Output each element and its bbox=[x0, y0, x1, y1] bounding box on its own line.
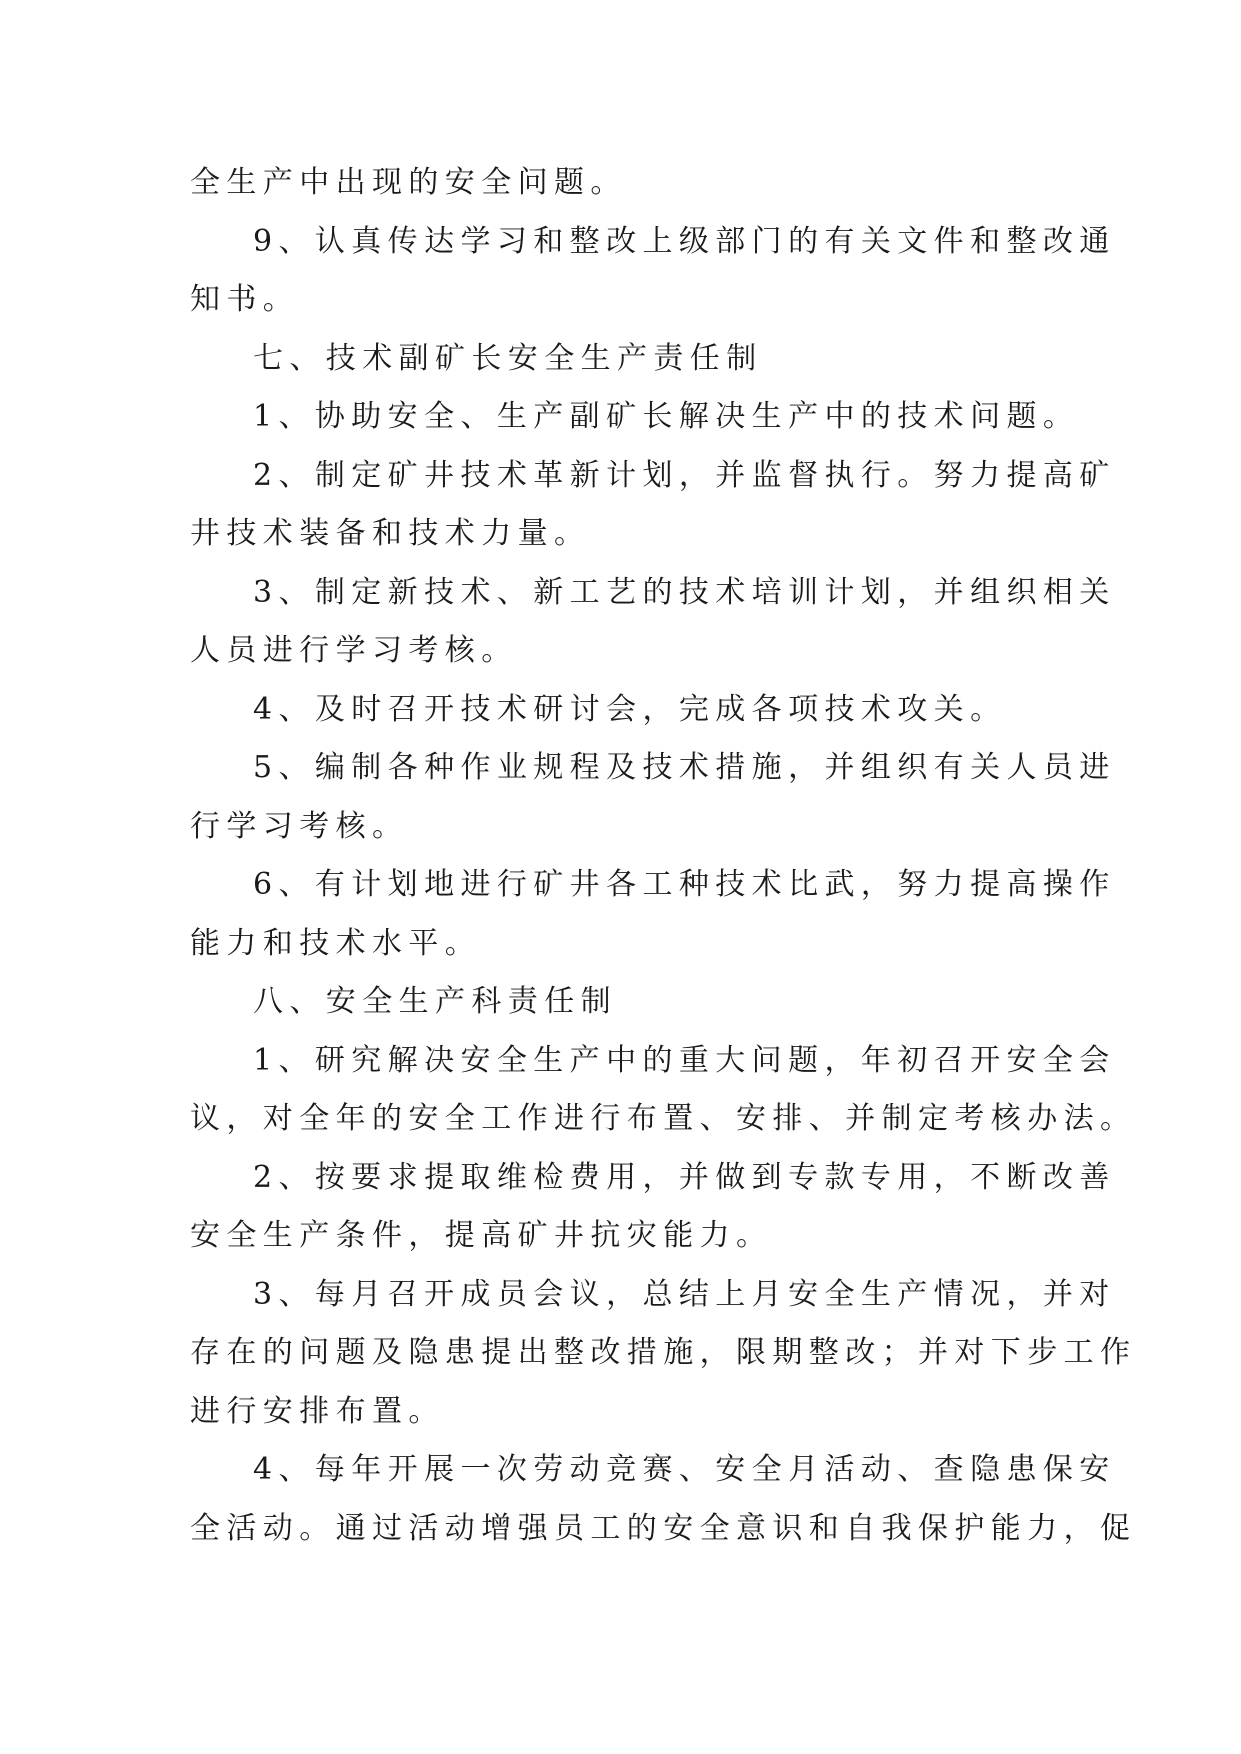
text-line: 9、认真传达学习和整改上级部门的有关文件和整改通 bbox=[253, 223, 1116, 259]
section-heading: 七、技术副矿长安全生产责任制 bbox=[253, 340, 763, 376]
text-line: 3、制定新技术、新工艺的技术培训计划，并组织相关 bbox=[253, 574, 1116, 610]
text-line: 井技术装备和技术力量。 bbox=[190, 516, 591, 551]
text-line: 行学习考核。 bbox=[190, 808, 409, 844]
text-line: 能力和技术水平。 bbox=[190, 925, 482, 961]
text-line: 1、研究解决安全生产中的重大问题，年初召开安全会 bbox=[253, 1042, 1116, 1078]
text-line: 2、按要求提取维检费用，并做到专款专用，不断改善 bbox=[253, 1159, 1116, 1195]
text-line: 安全生产条件，提高矿井抗灾能力。 bbox=[190, 1218, 773, 1253]
text-line: 4、每年开展一次劳动竞赛、安全月活动、查隐患保安 bbox=[253, 1452, 1116, 1487]
text-line: 人员进行学习考核。 bbox=[190, 633, 518, 668]
text-line: 4、及时召开技术研讨会，完成各项技术攻关。 bbox=[253, 691, 1007, 727]
text-line: 进行安排布置。 bbox=[190, 1393, 445, 1429]
document-body bbox=[190, 154, 1137, 1558]
text-line: 2、制定矿井技术革新计划，并监督执行。努力提高矿 bbox=[253, 457, 1116, 493]
text-line: 全生产中出现的安全问题。 bbox=[190, 165, 627, 200]
text-line: 全活动。通过活动增强员工的安全意识和自我保护能力，促 bbox=[190, 1510, 1137, 1546]
text-line: 6、有计划地进行矿井各工种技术比武，努力提高操作 bbox=[253, 867, 1116, 902]
section-heading: 八、安全生产科责任制 bbox=[253, 984, 617, 1019]
text-line: 知书。 bbox=[190, 282, 300, 317]
text-line: 存在的问题及隐患提出整改措施，限期整改；并对下步工作 bbox=[190, 1335, 1137, 1370]
text-line: 5、编制各种作业规程及技术措施，并组织有关人员进 bbox=[253, 750, 1116, 785]
text-line: 3、每月召开成员会议，总结上月安全生产情况，并对 bbox=[253, 1276, 1116, 1312]
text-line: 议，对全年的安全工作进行布置、安排、并制定考核办法。 bbox=[190, 1101, 1137, 1136]
text-line: 1、协助安全、生产副矿长解决生产中的技术问题。 bbox=[253, 399, 1080, 434]
